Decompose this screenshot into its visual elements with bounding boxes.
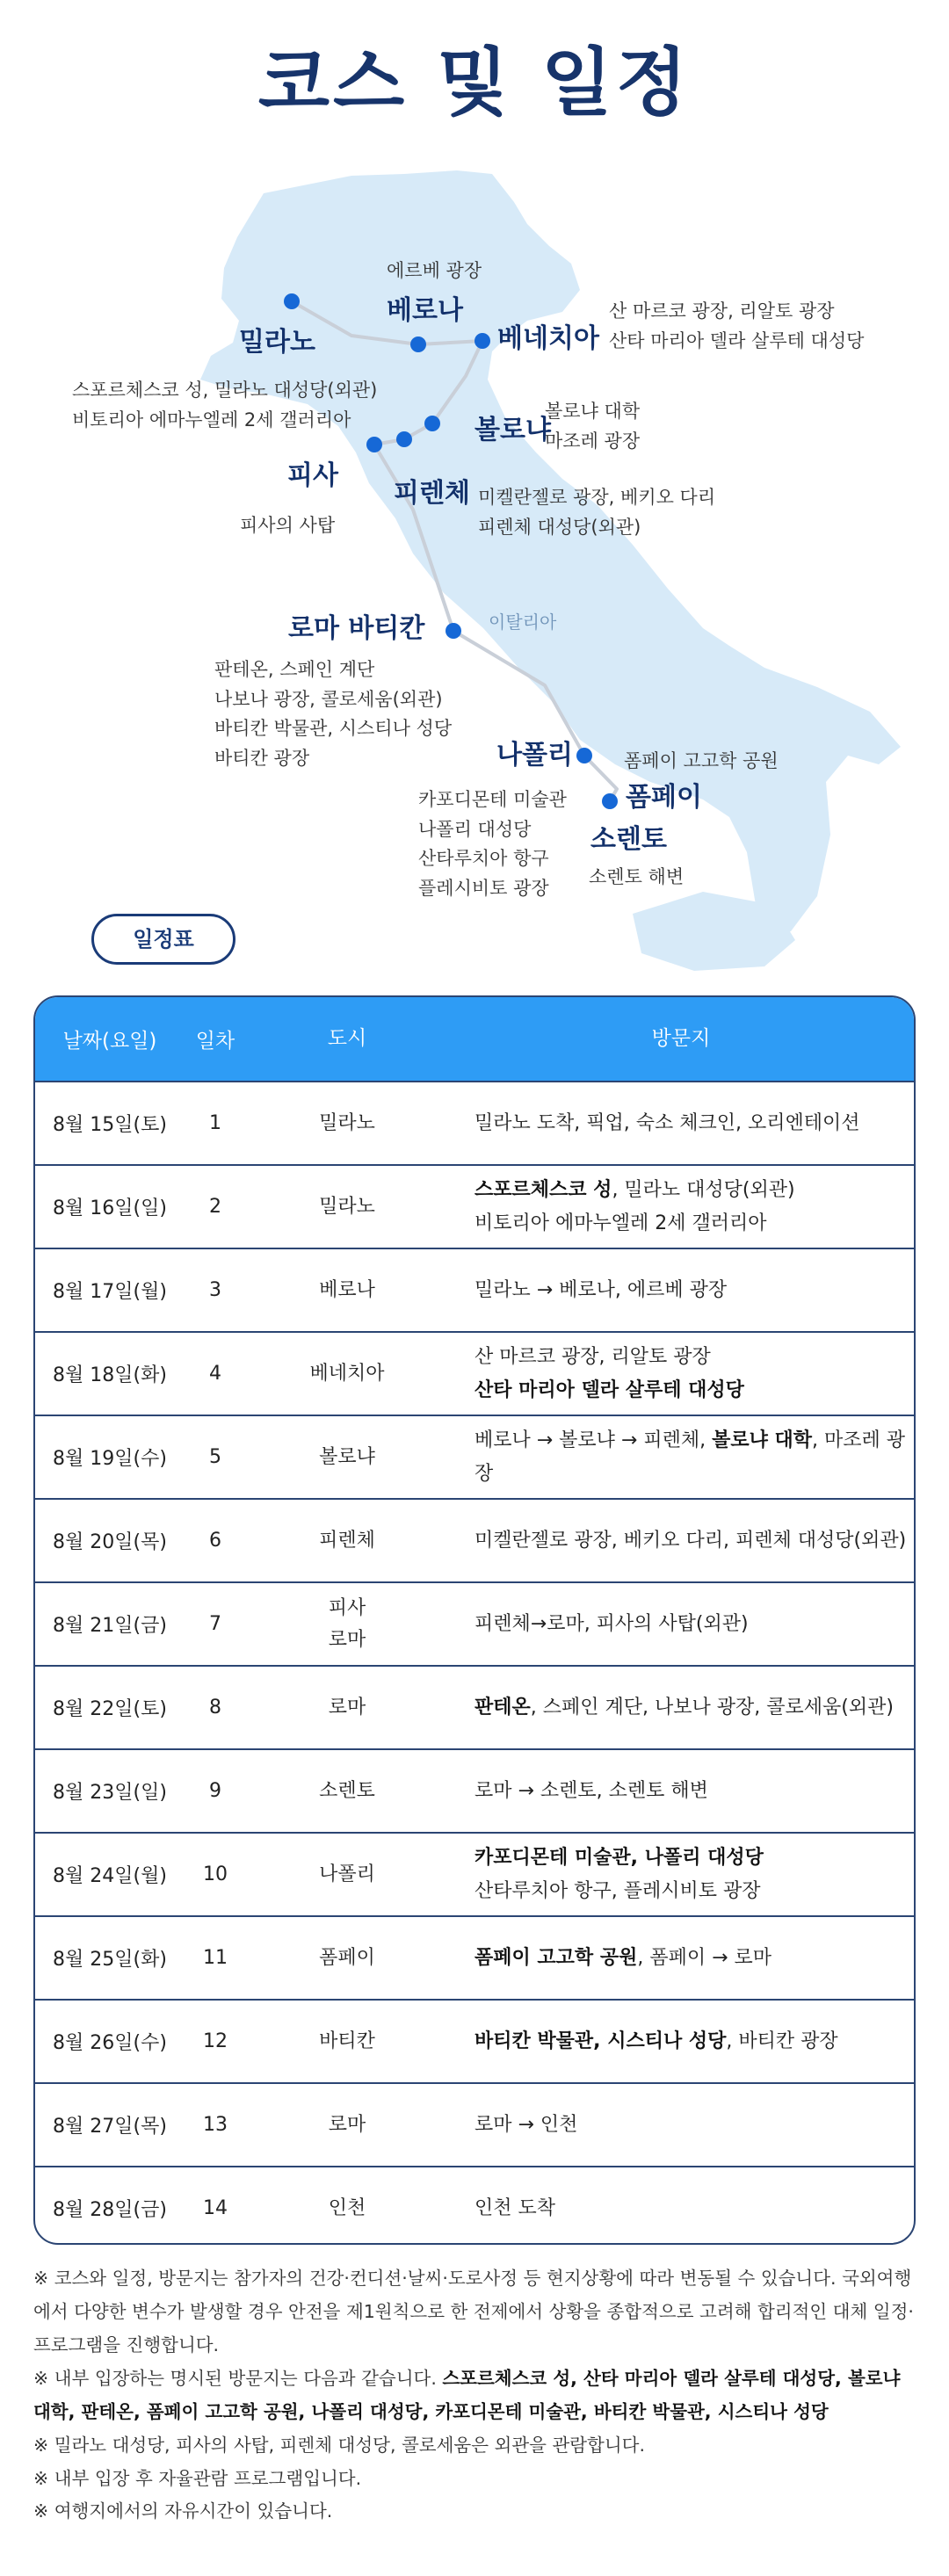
cell-city-line: 피사 xyxy=(328,1597,366,1620)
cell-city-line: 베로나 xyxy=(319,1278,375,1301)
visit-text: , 폼페이 → 로마 xyxy=(637,1946,772,1969)
note-milano xyxy=(72,376,377,435)
cell-date: 8월 22일(토) xyxy=(53,1698,167,1720)
table-body xyxy=(35,1081,914,2245)
cell-city-line: 소렌토 xyxy=(319,1779,375,1802)
city-label-napoli: 나폴리 xyxy=(496,740,573,771)
city-label-firenze: 피렌체 xyxy=(394,478,470,509)
note-bologna-line: 볼로냐 대학 xyxy=(545,401,641,422)
visit-text-bold: 판테온 xyxy=(474,1696,531,1719)
cell-date: 8월 26일(수) xyxy=(53,2032,167,2054)
table-row xyxy=(35,1748,914,1832)
cell-day: 7 xyxy=(209,1613,221,1635)
visit-text: 로마 → 인천 xyxy=(474,2113,578,2136)
cell-date: 8월 19일(수) xyxy=(53,1448,167,1470)
city-label-pompei: 폼페이 xyxy=(626,782,702,813)
schedule-table xyxy=(33,995,916,2245)
note-napoli-line: 산타루치아 항구 xyxy=(418,848,549,870)
cell-city-line: 로마 xyxy=(328,1628,366,1651)
header-visits: 방문지 xyxy=(651,1026,711,1050)
note-sorrento-line: 소렌토 해변 xyxy=(589,866,685,887)
visit-text: 로마 → 소렌토, 소렌토 해변 xyxy=(474,1779,708,1802)
cell-city xyxy=(246,1943,448,1973)
visit-text-bold: 스포르체스코 성, 산타 마리아 델라 살루테 대성당, 볼로냐 대학, 판테온, 폼페이 고고학 공원, 나폴리 대성당, 카포디몬테 미술관, 바티칸 박물관, 시스티나 성당 xyxy=(33,2367,901,2422)
visit-text: 베로나 → 볼로냐 → 피렌체, xyxy=(474,1429,713,1452)
cell-city-line: 피렌체 xyxy=(319,1529,375,1552)
cell-day: 9 xyxy=(209,1780,221,1802)
visit-text: ※ 내부 입장 후 자율관람 프로그램입니다. xyxy=(33,2467,362,2489)
page-title: 코스 및 일정 xyxy=(257,40,692,126)
cell-visits xyxy=(448,2109,914,2141)
cell-visits xyxy=(448,1424,914,1490)
cell-city xyxy=(246,1191,448,1222)
cell-day: 5 xyxy=(209,1446,221,1468)
note-firenze-line: 미켈란젤로 광장, 베키오 다리 xyxy=(478,487,716,508)
cell-visits xyxy=(448,2192,914,2225)
cell-visits-line xyxy=(474,1842,914,1874)
cell-visits xyxy=(448,1341,914,1407)
note-roma-line: 바티칸 광장 xyxy=(214,747,310,769)
table-row xyxy=(35,1581,914,1665)
visit-text-bold: 폼페이 고고학 공원 xyxy=(474,1946,638,1969)
cell-city xyxy=(246,1275,448,1306)
cell-date: 8월 27일(목) xyxy=(53,2116,167,2138)
footnote-item xyxy=(33,2363,916,2429)
note-napoli-line: 나폴리 대성당 xyxy=(418,818,532,840)
cell-visits-line xyxy=(474,2109,914,2141)
city-label-roma: 로마 바티칸 xyxy=(288,613,425,644)
verona-dot xyxy=(410,336,426,352)
cell-date: 8월 16일(일) xyxy=(53,1198,167,1219)
note-verona-line: 에르베 광장 xyxy=(387,260,482,281)
cell-city-line: 밀라노 xyxy=(319,1111,375,1134)
cell-day: 10 xyxy=(203,1863,228,1885)
note-verona xyxy=(387,257,482,286)
visit-text: 산타루치아 항구, 플레시비토 광장 xyxy=(474,1879,761,1902)
cell-visits-line xyxy=(474,1691,914,1724)
cell-city-line: 베네치아 xyxy=(309,1362,385,1385)
note-roma-line: 바티칸 박물관, 시스티나 성당 xyxy=(214,718,453,740)
note-pompei xyxy=(624,747,779,777)
cell-city xyxy=(246,1692,448,1723)
cell-visits-line xyxy=(474,2192,914,2225)
cell-date: 8월 21일(금) xyxy=(53,1615,167,1637)
cell-visits xyxy=(448,1608,914,1640)
bologna-dot xyxy=(424,416,440,431)
cell-visits-line xyxy=(474,1424,914,1490)
firenze-dot xyxy=(396,431,412,447)
visit-text: 인천 도착 xyxy=(474,2196,556,2219)
visit-text: 밀라노 도착, 픽업, 숙소 체크인, 오리엔테이션 xyxy=(474,1111,860,1134)
cell-day: 13 xyxy=(203,2114,228,2136)
visit-text-bold: 볼로냐 대학 xyxy=(712,1429,813,1452)
cell-day: 11 xyxy=(203,1947,228,1969)
visit-text: , 마조레 광장 xyxy=(474,1429,906,1485)
visit-text: ※ 여행지에서의 자유시간이 있습니다. xyxy=(33,2500,333,2522)
cell-visits xyxy=(448,1274,914,1306)
header-date: 날짜(요일) xyxy=(62,1030,157,1053)
cell-visits-line xyxy=(474,2025,914,2058)
table-row xyxy=(35,1164,914,1248)
visit-text: 비토리아 에마누엘레 2세 갤러리아 xyxy=(474,1212,767,1234)
cell-visits xyxy=(448,1842,914,1907)
cell-city xyxy=(246,2109,448,2140)
note-milano-line: 비토리아 에마누엘레 2세 갤러리아 xyxy=(72,409,351,431)
cell-visits-line xyxy=(474,1174,914,1206)
cell-visits xyxy=(448,1107,914,1140)
table-row xyxy=(35,1832,914,1915)
visit-text-bold: 카포디몬테 미술관, 나폴리 대성당 xyxy=(474,1847,764,1870)
cell-day: 4 xyxy=(209,1363,221,1385)
cell-visits-line xyxy=(474,1341,914,1373)
cell-visits-line xyxy=(474,1207,914,1240)
note-firenze-line: 피렌체 대성당(외관) xyxy=(478,516,641,538)
cell-visits xyxy=(448,1691,914,1724)
table-row xyxy=(35,1081,914,1164)
city-label-sorrento: 소렌토 xyxy=(590,824,667,855)
cell-visits xyxy=(448,1942,914,1974)
cell-date: 8월 20일(목) xyxy=(53,1531,167,1553)
route-map xyxy=(0,149,949,993)
visit-text: ※ 코스와 일정, 방문지는 참가자의 건강·컨디션·날씨·도로사정 등 현지상황에 따라 변동될 수 있습니다. 국외여행에서 다양한 변수가 발생할 경우 안전을 제1원칙으로 한 전제에서 상황을 종합적으로 고려해 합리적인 대체 일정·프로그램을 진행합니다. xyxy=(33,2268,914,2355)
note-bologna-line: 마조레 광장 xyxy=(545,430,641,452)
note-pisa xyxy=(240,511,335,541)
country-label: 이탈리아 xyxy=(489,611,557,633)
cell-city-line: 폼페이 xyxy=(319,1946,375,1969)
header-city: 도시 xyxy=(327,1027,367,1051)
footnote-item xyxy=(33,2262,916,2363)
cell-day: 12 xyxy=(203,2030,228,2052)
cell-day: 1 xyxy=(209,1112,221,1134)
cell-date: 8월 18일(화) xyxy=(53,1364,167,1386)
footnote-item xyxy=(33,2495,916,2529)
note-pisa-line: 피사의 사탑 xyxy=(240,515,336,536)
visit-text: , 스페인 계단, 나보나 광장, 콜로세움(외관) xyxy=(530,1696,894,1719)
city-label-pisa: 피사 xyxy=(287,460,338,491)
cell-visits xyxy=(448,1775,914,1807)
note-napoli-line: 카포디몬테 미술관 xyxy=(418,789,567,810)
table-row xyxy=(35,1665,914,1748)
note-venezia xyxy=(609,297,864,356)
cell-date: 8월 15일(토) xyxy=(53,1114,167,1136)
table-row xyxy=(35,1248,914,1331)
cell-visits xyxy=(448,2025,914,2058)
cell-day: 3 xyxy=(209,1279,221,1301)
schedule-button[interactable]: 일정표 xyxy=(91,914,235,965)
cell-city xyxy=(246,1525,448,1556)
visit-text: 산 마르코 광장, 리알토 광장 xyxy=(474,1346,711,1369)
cell-day: 6 xyxy=(209,1530,221,1552)
note-roma-line: 나보나 광장, 콜로세움(외관) xyxy=(214,688,443,710)
visit-text-bold: 스포르체스코 성 xyxy=(474,1179,612,1202)
note-firenze xyxy=(478,483,715,542)
city-label-venezia: 베네치아 xyxy=(497,323,599,354)
table-row xyxy=(35,2166,914,2245)
cell-city-line: 나폴리 xyxy=(319,1863,375,1885)
cell-city-line: 밀라노 xyxy=(319,1195,375,1218)
cell-visits-line xyxy=(474,1942,914,1974)
cell-city-line: 바티칸 xyxy=(319,2030,375,2052)
note-pompei-line: 폼페이 고고학 공원 xyxy=(624,750,779,771)
cell-date: 8월 23일(일) xyxy=(53,1782,167,1804)
header-day: 일차 xyxy=(195,1030,235,1053)
note-milano-line: 스포르체스코 성, 밀라노 대성당(외관) xyxy=(72,380,378,401)
table-row xyxy=(35,2082,914,2166)
pisa-dot xyxy=(366,437,382,452)
footnote-item xyxy=(33,2429,916,2463)
cell-date: 8월 28일(금) xyxy=(53,2199,167,2221)
table-row xyxy=(35,1498,914,1581)
visit-text: 밀라노 → 베로나, 에르베 광장 xyxy=(474,1278,728,1301)
note-venezia-line: 산 마르코 광장, 리알토 광장 xyxy=(609,300,835,322)
venezia-dot xyxy=(474,333,490,349)
note-napoli xyxy=(418,785,567,903)
cell-city xyxy=(246,1859,448,1890)
cell-visits-line xyxy=(474,1875,914,1907)
cell-city xyxy=(246,1776,448,1806)
cell-visits-line xyxy=(474,1608,914,1640)
cell-city xyxy=(246,1358,448,1389)
cell-visits xyxy=(448,1174,914,1240)
table-row xyxy=(35,1915,914,1999)
table-row xyxy=(35,1415,914,1498)
visit-text: ※ 밀라노 대성당, 피사의 사탑, 피렌체 대성당, 콜로세움은 외관을 관람합니다. xyxy=(33,2434,645,2456)
cell-visits-line xyxy=(474,1374,914,1407)
cell-day: 14 xyxy=(203,2197,228,2219)
visit-text-bold: 바티칸 박물관, 시스티나 성당 xyxy=(474,2030,727,2052)
cell-date: 8월 25일(화) xyxy=(53,1949,167,1971)
note-roma xyxy=(214,655,452,773)
table-row xyxy=(35,1331,914,1415)
roma-dot xyxy=(446,623,461,639)
table-row xyxy=(35,1999,914,2082)
visit-text: , 바티칸 광장 xyxy=(726,2030,838,2052)
cell-visits-line xyxy=(474,1775,914,1807)
cell-visits-line xyxy=(474,1274,914,1306)
footnote-item xyxy=(33,2463,916,2496)
cell-city-line: 볼로냐 xyxy=(319,1445,375,1468)
cell-visits-line xyxy=(474,1107,914,1140)
cell-date: 8월 24일(월) xyxy=(53,1865,167,1887)
city-label-milano: 밀라노 xyxy=(239,327,315,358)
cell-day: 8 xyxy=(209,1697,221,1719)
pompei-dot xyxy=(602,793,618,809)
footnotes xyxy=(33,2262,916,2529)
note-napoli-line: 플레시비토 광장 xyxy=(418,877,549,899)
note-bologna xyxy=(545,397,640,456)
note-venezia-line: 산타 마리아 델라 살루테 대성당 xyxy=(609,329,865,351)
cell-city xyxy=(246,2193,448,2224)
note-sorrento xyxy=(589,863,684,893)
cell-city-line: 로마 xyxy=(328,2113,366,2136)
cell-city-line: 로마 xyxy=(328,1696,366,1719)
cell-city xyxy=(246,2026,448,2057)
note-roma-line: 판테온, 스페인 계단 xyxy=(214,659,375,680)
city-label-verona: 베로나 xyxy=(387,295,463,326)
napoli-dot xyxy=(576,748,592,763)
cell-city-line: 인천 xyxy=(328,2196,366,2219)
cell-day: 2 xyxy=(209,1196,221,1218)
cell-city xyxy=(246,1442,448,1473)
cell-city xyxy=(246,1593,448,1654)
cell-visits xyxy=(448,1524,914,1557)
visit-text: 미켈란젤로 광장, 베키오 다리, 피렌체 대성당(외관) xyxy=(474,1529,907,1552)
visit-text-bold: 산타 마리아 델라 살루테 대성당 xyxy=(474,1378,744,1401)
cell-city xyxy=(246,1108,448,1139)
cell-date: 8월 17일(월) xyxy=(53,1281,167,1303)
milano-dot xyxy=(284,293,300,309)
city-label-bologna: 볼로냐 xyxy=(474,415,551,445)
visit-text: ※ 내부 입장하는 명시된 방문지는 다음과 같습니다. xyxy=(33,2367,443,2389)
table-header-row xyxy=(35,997,914,1081)
visit-text: 피렌체→로마, 피사의 사탑(외관) xyxy=(474,1612,749,1635)
visit-text: , 밀라노 대성당(외관) xyxy=(612,1179,795,1202)
cell-visits-line xyxy=(474,1524,914,1557)
